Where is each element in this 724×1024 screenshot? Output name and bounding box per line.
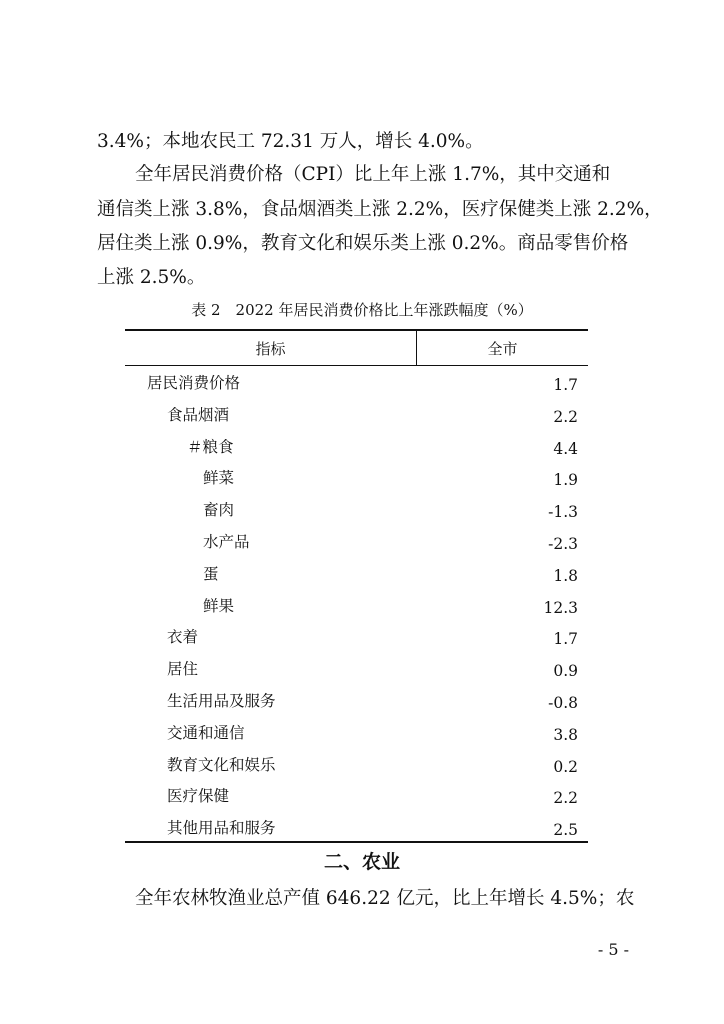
table-row [125,685,588,717]
row-value: 2.5 [553,821,578,840]
row-label: 畜肉 [203,501,235,520]
row-value: 0.9 [553,662,578,681]
paragraph-line-1: 3.4%；本地农民工 72.31 万人，增长 4.0%。 [97,131,484,152]
table-row [125,558,588,590]
header-indicator: 指标 [255,340,286,358]
row-value: 3.8 [553,725,578,744]
row-label: 居民消费价格 [147,374,241,392]
cpi-table [125,329,588,843]
row-label: 居住 [167,660,199,679]
row-label: 鲜果 [203,596,235,615]
row-label: 鲜菜 [203,469,235,488]
row-value: 12.3 [543,598,578,617]
row-label: ＃粮食 [187,437,234,456]
table-row [125,621,588,653]
header-city: 全市 [487,340,518,358]
paragraph-line-4: 居住类上涨 0.9%，教育文化和娱乐类上涨 0.2%。商品零售价格 [97,233,629,254]
row-value: 4.4 [553,439,578,458]
row-label: 蛋 [203,564,219,583]
row-value: 2.2 [553,789,578,808]
table-caption: 表 2 2022 年居民消费价格比上年涨跌幅度（%） [191,301,533,319]
section-title: 二、农业 [323,851,400,873]
table-row [125,367,588,399]
row-value: 1.8 [553,566,578,585]
table-row [125,653,588,685]
table-header [125,331,588,366]
table-row [125,526,588,558]
table-row [125,717,588,749]
table-row [125,399,588,431]
row-value: -0.8 [548,693,578,712]
table-row [125,431,588,463]
row-value: 1.7 [553,630,578,649]
table-body [125,367,588,844]
table-row [125,590,588,622]
table-row [125,780,588,812]
table-row [125,749,588,781]
paragraph-line-3: 通信类上涨 3.8%，食品烟酒类上涨 2.2%，医疗保健类上涨 2.2%， [97,199,663,220]
row-label: 教育文化和娱乐 [167,755,276,774]
table-row [125,812,588,844]
row-value: -2.3 [548,534,578,553]
paragraph-line-2: 全年居民消费价格（CPI）比上年上涨 1.7%，其中交通和 [135,164,611,185]
row-label: 生活用品及服务 [167,691,276,710]
page-number: - 5 - [597,940,629,959]
table-row [125,462,588,494]
row-value: 1.9 [553,471,578,490]
paragraph-after-section: 全年农林牧渔业总产值 646.22 亿元，比上年增长 4.5%；农 [135,888,635,909]
row-label: 衣着 [167,628,199,647]
row-label: 医疗保健 [167,787,230,806]
table-row [125,494,588,526]
row-value: 1.7 [553,376,578,394]
row-label: 交通和通信 [167,723,245,742]
row-value: 2.2 [553,407,578,426]
paragraph-line-5: 上涨 2.5%。 [97,267,206,288]
row-label: 食品烟酒 [167,405,230,424]
row-label: 水产品 [203,532,250,551]
row-value: -1.3 [548,503,578,522]
row-value: 0.2 [553,757,578,776]
row-label: 其他用品和服务 [167,819,276,838]
